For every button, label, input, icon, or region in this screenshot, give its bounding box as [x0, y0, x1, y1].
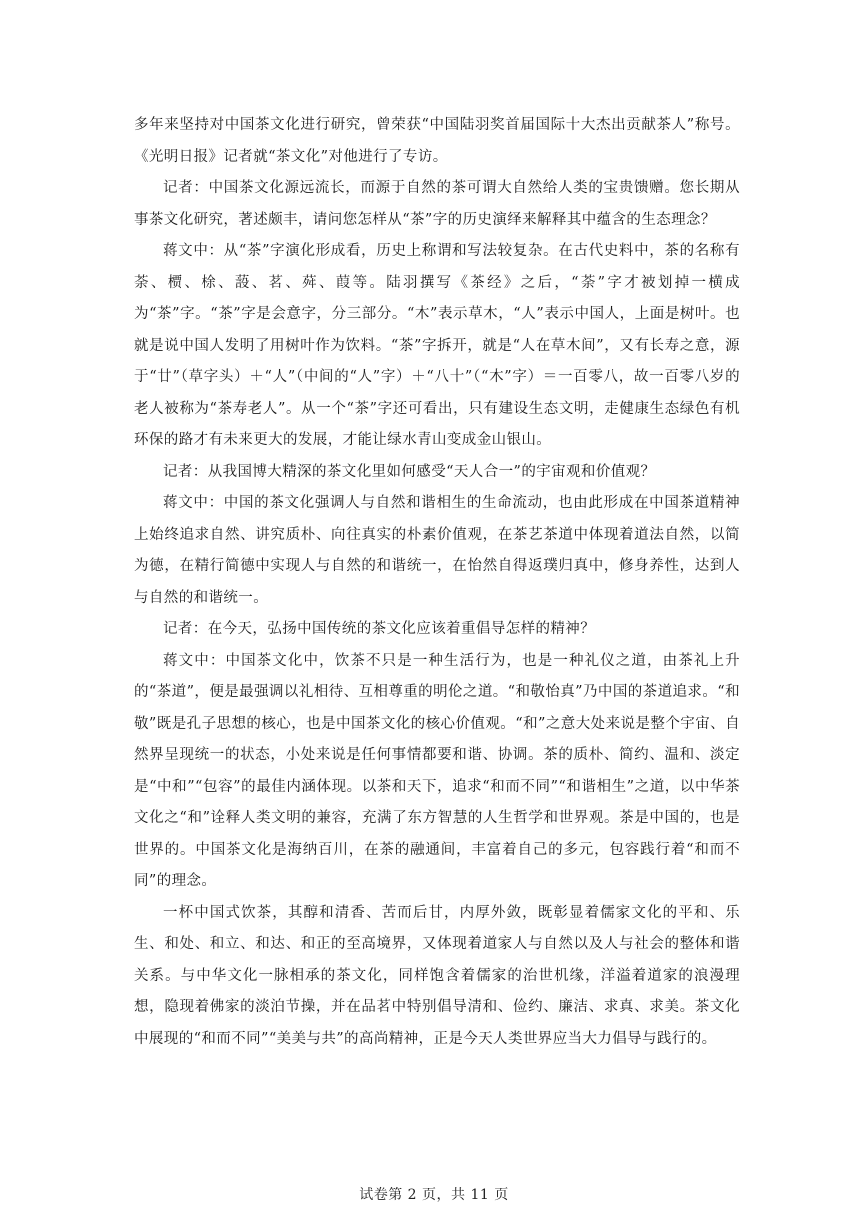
- paragraph-answer-3: 蒋文中：中国茶文化中，饮茶不只是一种生活行为，也是一种礼仪之道，由茶礼上升的“茶道”，便是最强调以礼相待、互相尊重的明伦之道。“和敬怡真”乃中国的茶道追求。“和敬”既是孔子思想的核心，也是中国茶文化的核心价值观。“和”之意大处来说是整个宇宙、自然界呈现统一的状态，小处来说是任何事情都要和谐、协调。茶的质朴、简约、温和、淡定是“中和”“包容”的最佳内涵体现。以茶和天下，追求“和而不同”“和谐相生”之道，以中华茶文化之“和”诠释人类文明的兼容，充满了东方智慧的人生哲学和世界观。茶是中国的，也是世界的。中国茶文化是海纳百川，在茶的融通间，丰富着自己的多元，包容践行着“和而不同”的理念。: [134, 652, 740, 889]
- page-number-footer: 试卷第 2 页，共 11 页: [359, 1187, 509, 1203]
- article-body: [134, 110, 740, 1055]
- paragraph-closing: 一杯中国式饮茶，其醇和清香、苦而后甘，内厚外敛，既彰显着儒家文化的平和、乐生、和处、和立、和达、和正的至高境界，又体现着道家人与自然以及人与社会的整体和谐关系。与中华文化一脉相承的茶文化，同样饱含着儒家的治世机缘，洋溢着道家的浪漫理想，隐现着佛家的淡泊节操，并在品茗中特别倡导清和、俭约、廉洁、求真、求美。茶文化中展现的“和而不同”“美美与共”的高尚精神，正是今天人类世界应当大力倡导与践行的。: [134, 904, 740, 1047]
- paragraph-intro: 多年来坚持对中国茶文化进行研究，曾荣获“中国陆羽奖首届国际十大杰出贡献茶人”称号。《光明日报》记者就“茶文化”对他进行了专访。: [134, 117, 740, 165]
- paragraph-question-3: 记者：在今天，弘扬中国传统的茶文化应该着重倡导怎样的精神？: [163, 621, 596, 637]
- paragraph-question-1: 记者：中国茶文化源远流长，而源于自然的茶可谓大自然给人类的宝贵馈赠。您长期从事茶文化研究，著述颇丰，请问您怎样从“茶”字的历史演绎来解释其中蕴含的生态理念？: [134, 180, 740, 228]
- paragraph-question-2: 记者：从我国博大精深的茶文化里如何感受“天人合一”的宇宙观和价值观？: [163, 463, 656, 480]
- paragraph-answer-2: 蒋文中：中国的茶文化强调人与自然和谐相生的生命流动，也由此形成在中国茶道精神上始终追求自然、讲究质朴、向往真实的朴素价值观，在茶艺茶道中体现着道法自然，以简为德，在精行简德中实现人与自然的和谐统一，在怡然自得返璞归真中，修身养性，达到人与自然的和谐统一。: [134, 495, 740, 606]
- paragraph-answer-1: 蒋文中：从“茶”字演化形成看，历史上称谓和写法较复杂。在古代史料中，茶的名称有荼、槚、梌、蔎、茗、荈、葭等。陆羽撰写《茶经》之后，“荼”字才被划掉一横成为“茶”字。“茶”字是会意字，分三部分。“木”表示草木，“人”表示中国人，上面是树叶。也就是说中国人发明了用树叶作为饮料。“茶”字拆开，就是“人在草木间”，又有长寿之意，源于“廿”（草字头）＋“人”（中间的“人”字）＋“八十”（“木”字）＝一百零八，故一百零八岁的老人被称为“茶寿老人”。从一个“茶”字还可看出，只有建设生态文明，走健康生态绿色有机环保的路才有未来更大的发展，才能让绿水青山变成金山银山。: [134, 243, 740, 448]
